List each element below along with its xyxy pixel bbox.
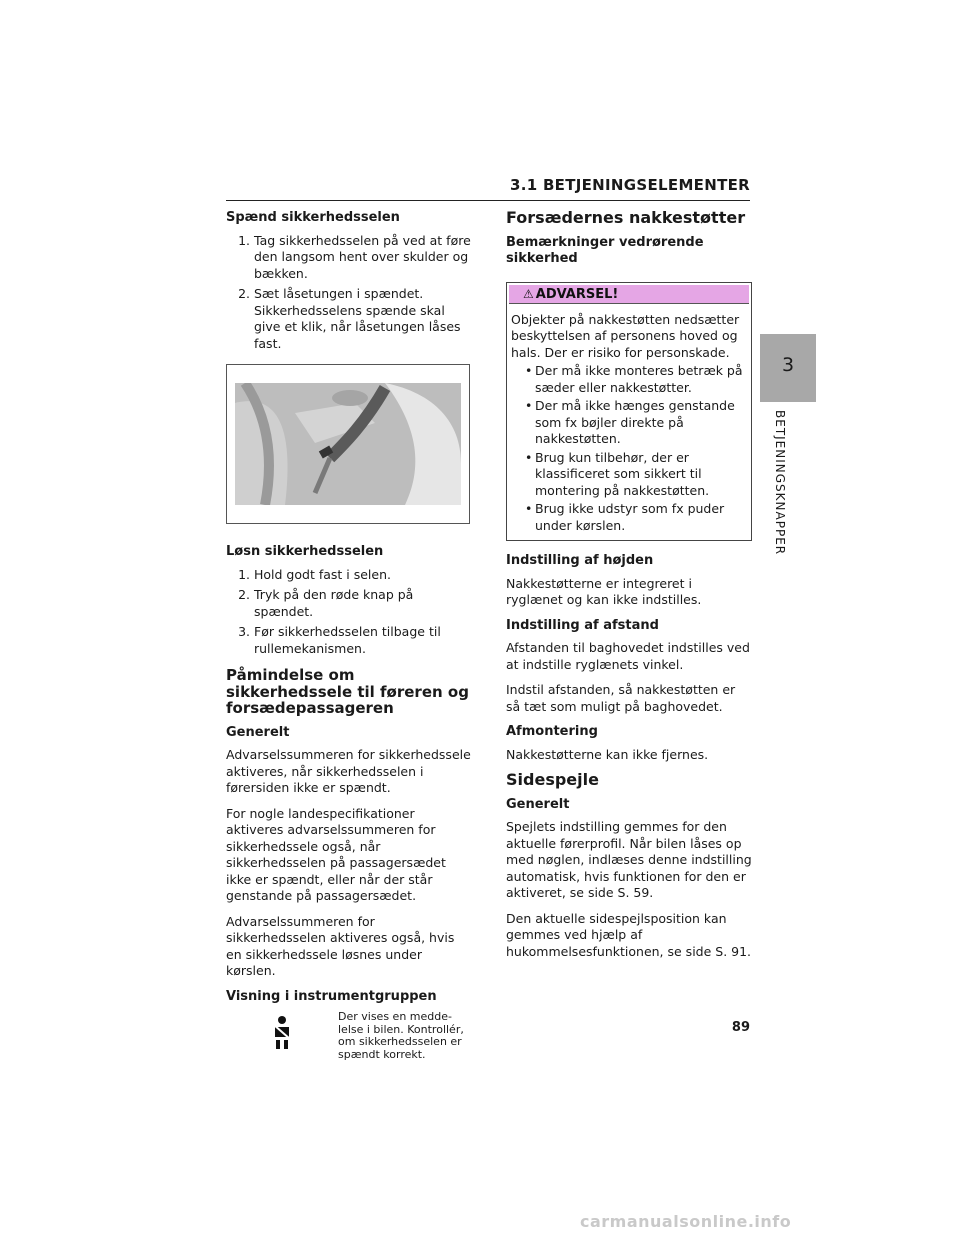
warning-label: ADVARSEL!	[535, 286, 619, 302]
mirror-paragraph: Spejlets indstilling gemmes for den aktuelle førerprofil. Når bilen låses op med nøglen, indlæses denne indstilling automatisk, hvis funktionen for den er aktiveret, se side S. 59.	[506, 819, 752, 900]
general-paragraph: Advarselssummeren for sikkerhedssele aktiveres, når sikkerhedsselen i førersiden ikke er spændt.	[226, 747, 471, 795]
release-title: Løsn sikkerhedsselen	[226, 544, 384, 559]
fasten-step: 1. Tag sikkerhedsselen på ved at føre den langsom hent over skulder og bækken.	[254, 233, 472, 283]
seatbelt-figure	[226, 364, 470, 524]
fasten-title: Spænd sikkerhedsselen	[226, 210, 400, 225]
mirror-title: Sidespejle	[506, 770, 599, 789]
general-title: Generelt	[226, 724, 290, 740]
warning-text: Objekter på nakkestøtten nedsætter beskyttelsen af personens hoved og hals. Der er risiko for personskade.	[511, 311, 740, 360]
fasten-steps	[226, 233, 472, 353]
mirror-general-title: Generelt	[506, 796, 570, 812]
fasten-step: 2. Sæt låsetungen i spændet. Sikkerhedsselens spænde skal give et klik, når låsetungen låses fast.	[254, 286, 472, 352]
mirror-paragraph: Den aktuelle sidespejlsposition kan gemmes ved hjælp af hukommelsesfunktionen, se side S. 91.	[506, 910, 752, 959]
distance-paragraph: Indstil afstanden, så nakkestøtten er så tæt som muligt på baghovedet.	[506, 682, 736, 714]
warning-box	[506, 282, 752, 542]
chapter-number: 3	[781, 354, 795, 376]
seatbelt-illustration	[235, 383, 461, 505]
section-header: 3.1 BETJENINGSELEMENTER	[509, 176, 750, 194]
chapter-tab	[760, 334, 816, 402]
safety-title: Bemærkninger vedrørende sikkerhed	[506, 234, 704, 266]
reminder-title: Påmindelse om sikkerhedssele til føreren og forsædepassageren	[226, 666, 469, 717]
warning-triangle-icon: ⚠	[523, 286, 534, 301]
release-step: 1. Hold godt fast i selen.	[254, 567, 472, 584]
display-title: Visning i instrumentgruppen	[226, 988, 437, 1004]
chapter-label: BETJENINGSKNAPPER	[773, 410, 787, 556]
warning-header	[509, 285, 749, 304]
release-step: 3. Før sikkerhedsselen tilbage til rullemekanismen.	[254, 624, 472, 657]
page-number: 89	[731, 1020, 750, 1035]
warning-item: • Brug ikke udstyr som fx puder under kørslen.	[525, 501, 745, 534]
warning-list	[511, 363, 745, 534]
general-paragraph: For nogle landespecifikationer aktiveres advarselssummeren for sikkerhedssele også, når sikkerhedsselen på passagersædet ikke er spændt, eller når der står genstande på passagersædet.	[226, 805, 446, 903]
warning-item: • Der må ikke hænges genstande som fx bøjler direkte på nakkestøtten.	[525, 398, 745, 448]
watermark: carmanualsonline.info	[580, 1212, 792, 1231]
display-description: Der vises en medde-lelse i bilen. Kontrollér, om sikkerhedsselen er spændt korrekt.	[338, 1010, 464, 1061]
warning-item: • Der må ikke monteres betræk på sæder eller nakkestøtter.	[525, 363, 745, 396]
seatbelt-photo	[235, 383, 461, 505]
warning-item: • Brug kun tilbehør, der er klassificeret som sikkert til montering på nakkestøtten.	[525, 450, 745, 500]
distance-paragraph: Afstanden til baghovedet indstilles ved at indstille ryglænets vinkel.	[506, 640, 750, 672]
release-steps	[226, 567, 472, 658]
warning-body	[507, 304, 751, 541]
distance-title: Indstilling af afstand	[506, 617, 659, 633]
release-step: 2. Tryk på den røde knap på spændet.	[254, 587, 472, 620]
chapter-label-vertical	[760, 410, 816, 570]
instrument-display	[226, 1011, 472, 1061]
right-column	[506, 210, 752, 969]
header-divider	[226, 200, 750, 201]
left-column	[226, 210, 472, 1061]
instrument-icon-box	[226, 1011, 338, 1061]
headrests-title: Forsædernes nakkestøtter	[506, 208, 746, 227]
height-title: Indstilling af højden	[506, 553, 654, 568]
height-text: Nakkestøtterne er integreret i ryglænet og kan ikke indstilles.	[506, 575, 702, 607]
removal-title: Afmontering	[506, 724, 598, 739]
removal-text: Nakkestøtterne kan ikke fjernes.	[506, 746, 709, 762]
seatbelt-warning-icon	[271, 1015, 293, 1049]
general-paragraph: Advarselssummeren for sikkerhedsselen aktiveres også, hvis en sikkerhedssele løsnes under kørslen.	[226, 913, 455, 978]
